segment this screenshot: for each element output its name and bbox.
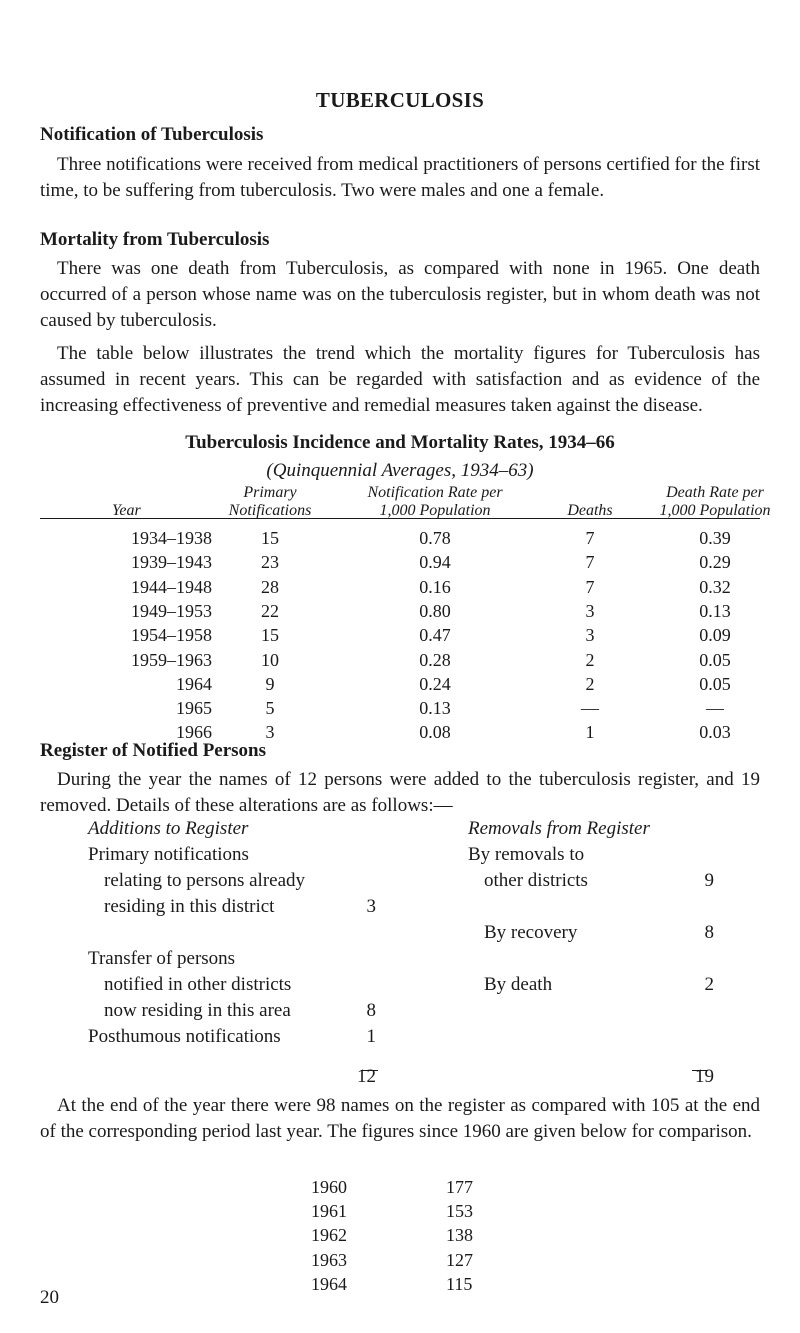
notification-paragraph <box>40 152 760 204</box>
additions-item2-value: 8 <box>366 1000 376 1021</box>
removals-heading: Removals from Register <box>468 818 650 839</box>
additions-item2-line2: notified in other districts <box>104 974 292 995</box>
cell-deaths: 7 <box>585 576 595 597</box>
cell-primary: 3 <box>265 722 275 743</box>
table-row <box>0 650 800 674</box>
register-closing-paragraph <box>40 1093 760 1145</box>
mortality-paragraph-2: The table below illustrates the trend which the mortality figures for Tuberculosis has assumed in recent years. This can be regarded with satisfaction and as evidence of the increasing effectiveness of preventive and remedial measures taken against the disease. <box>40 343 760 416</box>
cell-deaths: 3 <box>585 600 595 621</box>
cell-year: 1939–1943 <box>131 552 212 573</box>
cell-death-rate: 0.05 <box>699 649 731 670</box>
notification-text: Three notifications were received from medical practitioners of persons certified for the first time, to be suffering from tuberculosis. Two were males and one a female. <box>40 154 760 201</box>
cell-death-rate: 0.09 <box>699 625 731 646</box>
cell-primary: 15 <box>261 625 279 646</box>
cell-deaths: 2 <box>585 649 595 670</box>
cell-primary: 10 <box>261 649 279 670</box>
table-row <box>0 698 800 722</box>
cell-primary: 28 <box>261 576 279 597</box>
comparison-year: 1960 <box>311 1177 347 1197</box>
comparison-value: 153 <box>446 1201 473 1222</box>
comparison-year: 1963 <box>311 1249 347 1270</box>
cell-year: 1954–1958 <box>131 625 212 646</box>
cell-deaths: — <box>581 698 599 719</box>
removals-item3-label: By death <box>484 974 553 995</box>
additions-total: 12 <box>357 1066 376 1087</box>
removals-total: 19 <box>695 1066 714 1087</box>
comparison-year: 1964 <box>311 1273 347 1294</box>
comparison-value: 138 <box>446 1225 473 1246</box>
comparison-value: 127 <box>446 1249 473 1270</box>
additions-item1-line3: residing in this district <box>104 896 275 917</box>
table-row <box>0 552 800 576</box>
page-title: TUBERCULOSIS <box>315 88 485 112</box>
mortality-paragraphs <box>40 256 760 419</box>
cell-year: 1964 <box>176 673 212 694</box>
cell-year: 1966 <box>176 722 212 743</box>
cell-primary: 22 <box>261 600 279 621</box>
comparison-year: 1962 <box>311 1225 347 1246</box>
cell-notification-rate: 0.08 <box>419 722 451 743</box>
cell-year: 1949–1953 <box>131 600 212 621</box>
table-row <box>0 528 800 552</box>
cell-notification-rate: 0.28 <box>419 649 451 670</box>
header-year: Year <box>112 502 141 519</box>
cell-notification-rate: 0.78 <box>419 528 451 548</box>
cell-primary: 9 <box>265 673 275 694</box>
header-primary-notifications: Primary Notifications <box>228 484 312 519</box>
comparison-row <box>0 1274 800 1298</box>
additions-heading: Additions to Register <box>88 818 249 839</box>
cell-deaths: 7 <box>585 528 595 548</box>
cell-death-rate: 0.03 <box>699 722 731 743</box>
removals-item1-value: 9 <box>704 870 714 891</box>
mortality-heading: Mortality from Tuberculosis <box>40 229 270 250</box>
table-row <box>0 601 800 625</box>
cell-death-rate: 0.05 <box>699 673 731 694</box>
cell-deaths: 7 <box>585 552 595 573</box>
cell-year: 1934–1938 <box>131 528 212 548</box>
comparison-value: 115 <box>446 1273 473 1294</box>
additions-item1-value: 3 <box>366 896 376 917</box>
removals-item1-line1: By removals to <box>468 844 585 865</box>
register-intro: During the year the names of 12 persons were added to the tuberculosis register, and 19 removed. Details of these alterations are as follows:— <box>40 769 760 816</box>
additions-item1-line1: Primary notifications <box>88 844 249 865</box>
comparison-value: 177 <box>446 1177 473 1197</box>
cell-primary: 15 <box>261 528 279 548</box>
cell-death-rate: — <box>706 698 724 719</box>
additions-item1-line2: relating to persons already <box>104 870 306 891</box>
header-notification-rate: Notification Rate per 1,000 Population <box>367 484 503 519</box>
cell-notification-rate: 0.13 <box>419 698 451 719</box>
cell-death-rate: 0.13 <box>699 600 731 621</box>
cell-notification-rate: 0.16 <box>419 576 451 597</box>
register-intro-paragraph <box>40 767 760 819</box>
register-closing: At the end of the year there were 98 names on the register as compared with 105 at the end of the corresponding period last year. The figures since 1960 are given below for comparison. <box>40 1095 760 1142</box>
cell-notification-rate: 0.24 <box>419 673 451 694</box>
comparison-row <box>0 1201 800 1225</box>
table-subtitle: (Quinquennial Averages, 1934–63) <box>266 460 534 481</box>
header-deaths: Deaths <box>567 502 613 519</box>
comparison-year: 1961 <box>311 1201 347 1222</box>
register-heading: Register of Notified Persons <box>40 740 267 761</box>
removals-item1-line2: other districts <box>484 870 588 891</box>
notification-heading: Notification of Tuberculosis <box>40 124 264 145</box>
removals-item3-value: 2 <box>704 974 714 995</box>
cell-deaths: 2 <box>585 673 595 694</box>
cell-death-rate: 0.29 <box>699 552 731 573</box>
comparison-row <box>0 1250 800 1274</box>
mortality-paragraph-1: There was one death from Tuberculosis, as compared with none in 1965. One death occurred of a person whose name was on the tuberculosis register, but in whom death was not caused by tuberculosis. <box>40 258 760 331</box>
table-row <box>0 674 800 698</box>
table-title: Tuberculosis Incidence and Mortality Rates, 1934–66 <box>185 432 615 453</box>
cell-primary: 5 <box>265 698 275 719</box>
comparison-row <box>0 1177 800 1201</box>
comparison-row <box>0 1225 800 1249</box>
removals-item2-label: By recovery <box>484 922 578 943</box>
page-number: 20 <box>40 1287 59 1308</box>
cell-death-rate: 0.39 <box>699 528 731 548</box>
cell-year: 1965 <box>176 698 212 719</box>
table-header-rule <box>40 518 760 519</box>
additions-item3-value: 1 <box>366 1026 376 1047</box>
additions-item3-line1: Posthumous notifications <box>88 1026 281 1047</box>
cell-year: 1944–1948 <box>131 576 212 597</box>
additions-item2-line3: now residing in this area <box>104 1000 291 1021</box>
header-death-rate: Death Rate per 1,000 Population <box>659 484 771 519</box>
removals-item2-value: 8 <box>704 922 714 943</box>
cell-deaths: 3 <box>585 625 595 646</box>
table-row <box>0 625 800 649</box>
cell-year: 1959–1963 <box>131 649 212 670</box>
additions-item2-line1: Transfer of persons <box>88 948 236 969</box>
cell-notification-rate: 0.94 <box>419 552 451 573</box>
cell-death-rate: 0.32 <box>699 576 731 597</box>
cell-notification-rate: 0.80 <box>419 600 451 621</box>
cell-deaths: 1 <box>585 722 595 743</box>
cell-notification-rate: 0.47 <box>419 625 451 646</box>
table-row <box>0 577 800 601</box>
cell-primary: 23 <box>261 552 279 573</box>
